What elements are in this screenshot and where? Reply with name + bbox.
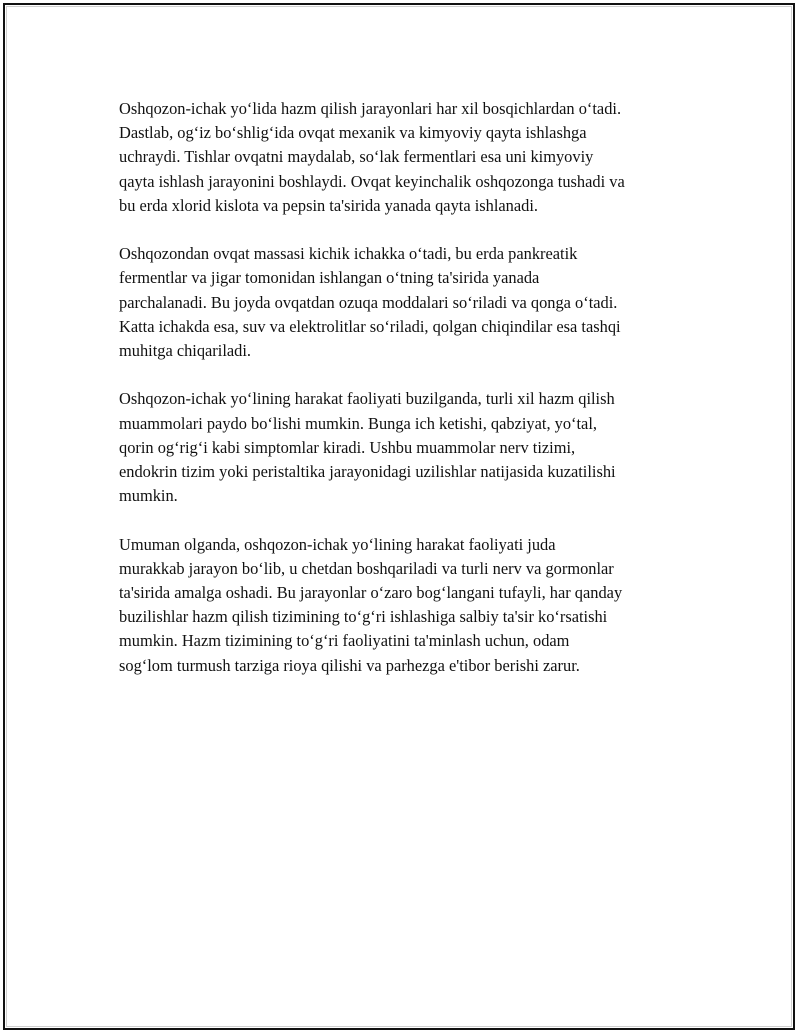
paragraph-3 (119, 387, 719, 508)
paragraph-line: bu erda xlorid kislota va pepsin ta'sirida yanada qayta ishlanadi. (119, 195, 538, 215)
paragraph-4 (119, 533, 719, 678)
paragraph-line: buzilishlar hazm qilish tizimining to‘g‘ri ishlashiga salbiy ta'sir ko‘rsatishi (119, 607, 608, 627)
paragraph-line: qayta ishlash jarayonini boshlaydi. Ovqat keyinchalik oshqozonga tushadi va (119, 171, 625, 191)
paragraph-line: Oshqozon-ichak yo‘lida hazm qilish jarayonlari har xil bosqichlardan o‘tadi. (119, 99, 622, 118)
page-frame (3, 3, 795, 1030)
paragraph-line: endokrin tizim yoki peristaltika jarayonidagi uzilishlar natijasida kuzatilishi (119, 462, 616, 482)
paragraph-line: parchalanadi. Bu joyda ovqatdan ozuqa moddalari so‘riladi va qonga o‘tadi. (119, 292, 618, 312)
paragraph-line: muammolari paydo bo‘lishi mumkin. Bunga ich ketishi, qabziyat, yo‘tal, (119, 413, 597, 433)
paragraph-2 (119, 242, 719, 363)
paragraph-line: fermentlar va jigar tomonidan ishlangan o‘tning ta'sirida yanada (119, 268, 540, 288)
paragraph-line: uchraydi. Tishlar ovqatni maydalab, so‘lak fermentlari esa uni kimyoviy (119, 147, 594, 167)
paragraph-line: mumkin. (119, 486, 178, 506)
paragraph-line: ta'sirida amalga oshadi. Bu jarayonlar o‘zaro bog‘langani tufayli, har qanday (119, 583, 623, 603)
paragraph-line: Oshqozondan ovqat massasi kichik ichakka o‘tadi, bu erda pankreatik (119, 244, 578, 264)
paragraph-line: Oshqozon-ichak yo‘lining harakat faoliyati buzilganda, turli xil hazm qilish (119, 389, 615, 409)
paragraph-line: mumkin. Hazm tizimining to‘g‘ri faoliyatini ta'minlash uchun, odam (119, 631, 570, 651)
paragraph-line: sog‘lom turmush tarziga rioya qilishi va parhezga e'tibor berishi zarur. (119, 655, 580, 675)
paragraph-1 (119, 97, 719, 218)
document-body (119, 97, 719, 702)
paragraph-line: qorin og‘rig‘i kabi simptomlar kiradi. Ushbu muammolar nerv tizimi, (119, 437, 576, 457)
paragraph-line: Dastlab, og‘iz bo‘shlig‘ida ovqat mexanik va kimyoviy qayta ishlashga (119, 123, 587, 143)
paragraph-line: Umuman olganda, oshqozon-ichak yo‘lining harakat faoliyati juda (119, 534, 556, 554)
paragraph-line: murakkab jarayon bo‘lib, u chetdan boshqariladi va turli nerv va gormonlar (119, 558, 614, 578)
paragraph-line: Katta ichakda esa, suv va elektrolitlar so‘riladi, qolgan chiqindilar esa tashqi (119, 316, 621, 336)
paragraph-line: muhitga chiqariladi. (119, 341, 251, 361)
